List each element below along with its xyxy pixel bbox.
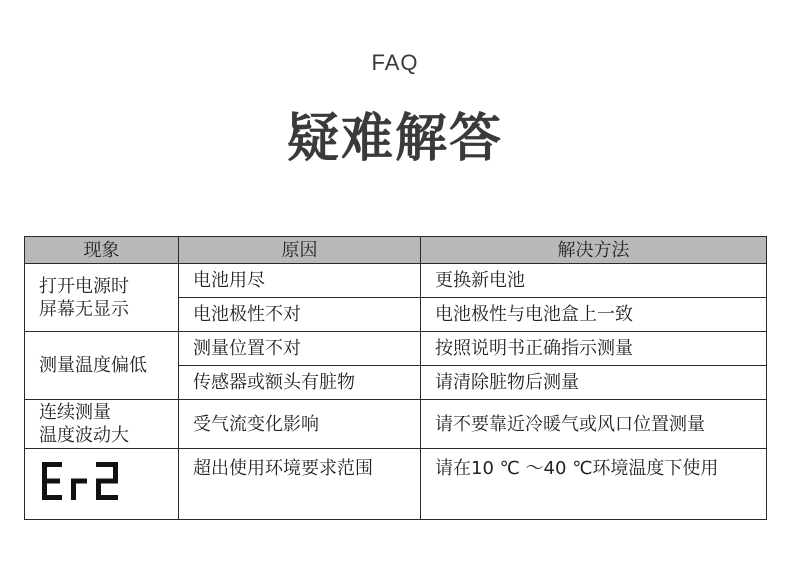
cause-cell: 超出使用环境要求范围 [179,449,421,520]
cause-cell: 电池极性不对 [179,298,421,332]
symptom-line: 屏幕无显示 [39,298,129,320]
error-code-text: Er2 [39,459,41,460]
symptom-line: 打开电源时 [39,275,129,297]
symptom-cell-fluctuation [25,400,179,449]
symptom-cell-no-display [25,264,179,332]
cause-cell: 传感器或额头有脏物 [179,366,421,400]
table-header-row [25,237,767,264]
column-header-symptom: 现象 [25,237,179,264]
table-row [25,400,767,449]
solution-cell: 更换新电池 [421,264,767,298]
troubleshooting-table [24,236,767,520]
table-row [25,449,767,520]
solution-cell: 请不要靠近冷暖气或风口位置测量 [421,400,767,449]
column-header-solution: 解决方法 [421,237,767,264]
symptom-cell-low-temp [25,332,179,400]
cause-cell: 受气流变化影响 [179,400,421,449]
symptom-line: 测量温度偏低 [39,355,147,376]
seven-segment-error-code-icon [39,459,123,503]
table-row [25,264,767,298]
column-header-cause: 原因 [179,237,421,264]
cause-cell: 测量位置不对 [179,332,421,366]
cause-cell: 电池用尽 [179,264,421,298]
symptom-cell-error-code [25,449,179,520]
faq-subtitle: FAQ [371,50,419,75]
symptom-line: 连续测量 [39,402,111,423]
page-title: 疑难解答 [286,109,503,169]
table-row [25,332,767,366]
solution-cell: 请在10 ℃ ～40 ℃环境温度下使用 [421,449,767,520]
solution-cell: 按照说明书正确指示测量 [421,332,767,366]
solution-cell: 请清除脏物后测量 [421,366,767,400]
symptom-line: 温度波动大 [39,425,129,446]
solution-cell: 电池极性与电池盒上一致 [421,298,767,332]
